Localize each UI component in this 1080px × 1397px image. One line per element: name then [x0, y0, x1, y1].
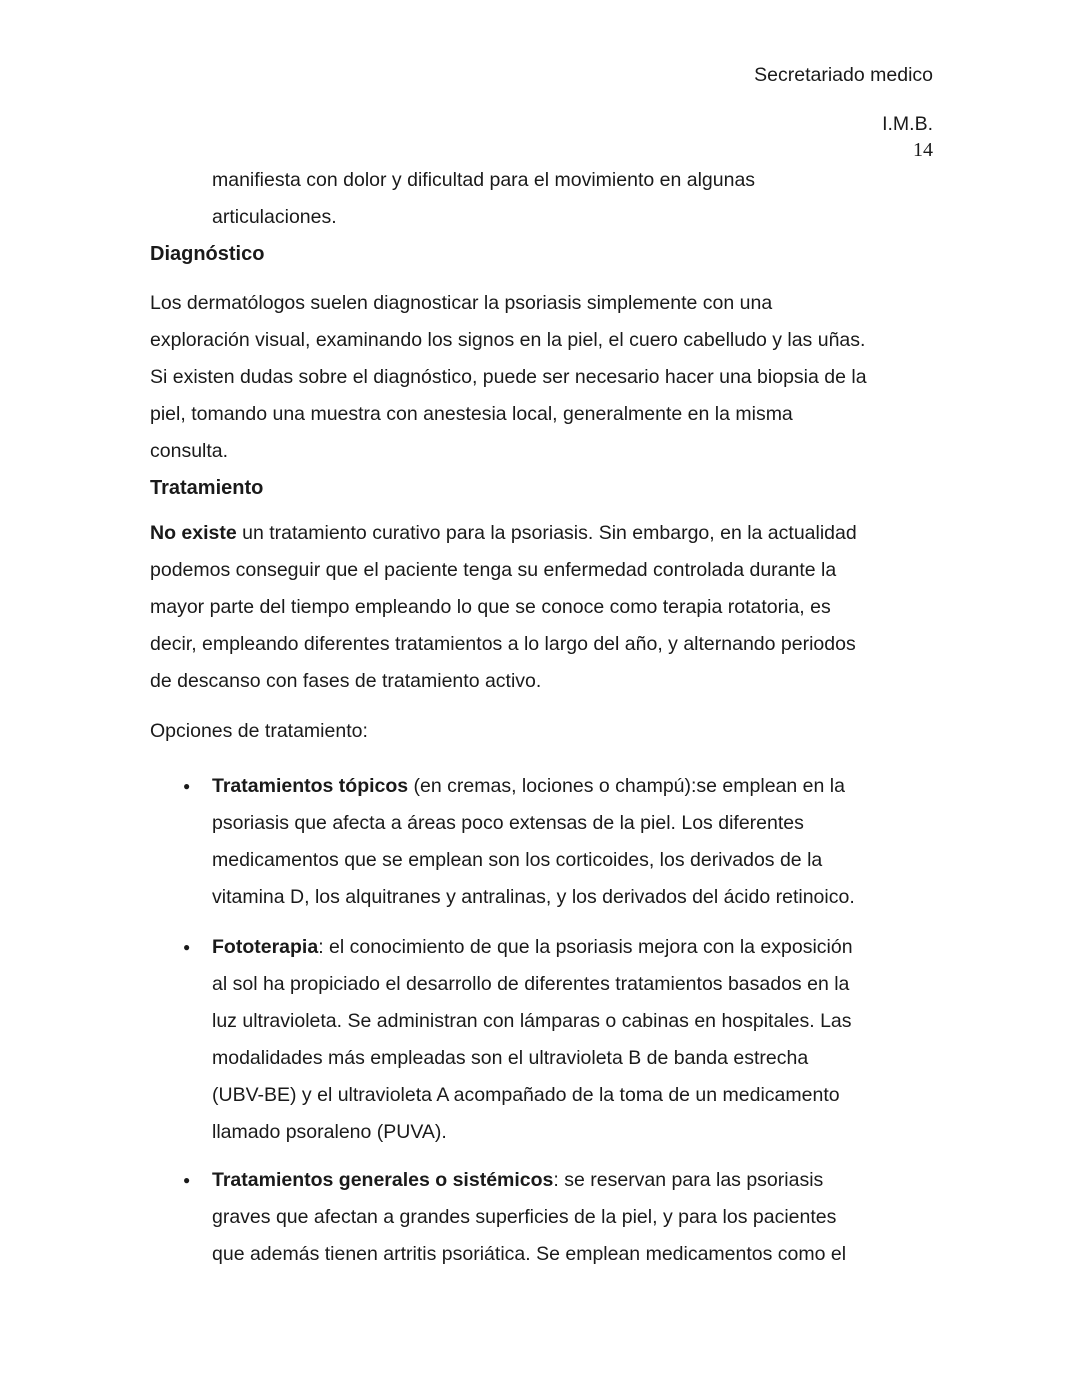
text-line: manifiesta con dolor y dificultad para el movimiento en algunas [212, 169, 756, 191]
text-line: de descanso con fases de tratamiento activo. [150, 670, 542, 692]
text-line: llamado psoraleno (PUVA). [212, 1121, 447, 1143]
options-label: Opciones de tratamiento: [150, 720, 368, 742]
treatment-options-list [150, 768, 933, 1273]
list-item-systemic-treatments [150, 1162, 933, 1273]
bullet-icon: ● [183, 1173, 191, 1187]
text-line: graves que afectan a grandes superficies de la piel, y para los pacientes [212, 1206, 837, 1228]
bullet-icon: ● [183, 779, 191, 793]
text-line: modalidades más empleadas son el ultravioleta B de banda estrecha [212, 1047, 809, 1069]
header-author-initials: I.M.B. [882, 113, 933, 135]
text-segment: un tratamiento curativo para la psoriasis. Sin embargo, en la actualidad [236, 522, 857, 544]
header-course-title: Secretariado medico [754, 64, 933, 86]
heading-diagnostico: Diagnóstico [150, 243, 265, 265]
text-line: medicamentos que se emplean son los corticoides, los derivados de la [212, 849, 823, 871]
text-line: Si existen dudas sobre el diagnóstico, puede ser necesario hacer una biopsia de la [150, 366, 867, 388]
text-line: (UBV-BE) y el ultravioleta A acompañado de la toma de un medicamento [212, 1084, 840, 1106]
bold-lead-text: Fototerapia [212, 936, 319, 958]
text-line: piel, tomando una muestra con anestesia local, generalmente en la misma [150, 403, 793, 425]
text-line: vitamina D, los alquitranes y antralinas, y los derivados del ácido retinoico. [212, 886, 855, 908]
text-line: que además tienen artritis psoriática. Se emplean medicamentos como el [212, 1243, 847, 1265]
text-line: consulta. [150, 440, 229, 462]
text-line [212, 929, 933, 966]
text-line: exploración visual, examinando los signos en la piel, el cuero cabelludo y las uñas. [150, 329, 866, 351]
bold-lead-text: Tratamientos generales o sistémicos [212, 1169, 554, 1191]
text-line [150, 515, 933, 552]
text-segment: (en cremas, lociones o champú):se emplean en la [408, 775, 845, 797]
paragraph-treatment [150, 515, 933, 700]
heading-tratamiento: Tratamiento [150, 477, 264, 499]
text-line [212, 768, 933, 805]
text-line: decir, empleando diferentes tratamientos a lo largo del año, y alternando periodos [150, 633, 856, 655]
text-line: psoriasis que afecta a áreas poco extensas de la piel. Los diferentes [212, 812, 804, 834]
text-line: podemos conseguir que el paciente tenga su enfermedad controlada durante la [150, 559, 837, 581]
paragraph-continuation [150, 162, 933, 236]
text-line: articulaciones. [212, 206, 337, 228]
bullet-icon: ● [183, 940, 191, 954]
text-segment: : el conocimiento de que la psoriasis mejora con la exposición [318, 936, 853, 958]
text-line: luz ultravioleta. Se administran con lámparas o cabinas en hospitales. Las [212, 1010, 852, 1032]
text-line [212, 1162, 933, 1199]
bold-lead-text: Tratamientos tópicos [212, 775, 409, 797]
page-header [150, 64, 933, 162]
text-line: mayor parte del tiempo empleando lo que se conoce como terapia rotatoria, es [150, 596, 831, 618]
list-item-phototherapy [150, 929, 933, 1151]
text-line: al sol ha propiciado el desarrollo de diferentes tratamientos basados en la [212, 973, 850, 995]
list-item-topical-treatments [150, 768, 933, 916]
text-segment: : se reservan para las psoriasis [553, 1169, 824, 1191]
text-line: Los dermatólogos suelen diagnosticar la psoriasis simplemente con una [150, 292, 773, 314]
page-number: 14 [913, 139, 933, 161]
bold-lead-text: No existe [150, 522, 237, 544]
paragraph-diagnosis [150, 285, 933, 470]
